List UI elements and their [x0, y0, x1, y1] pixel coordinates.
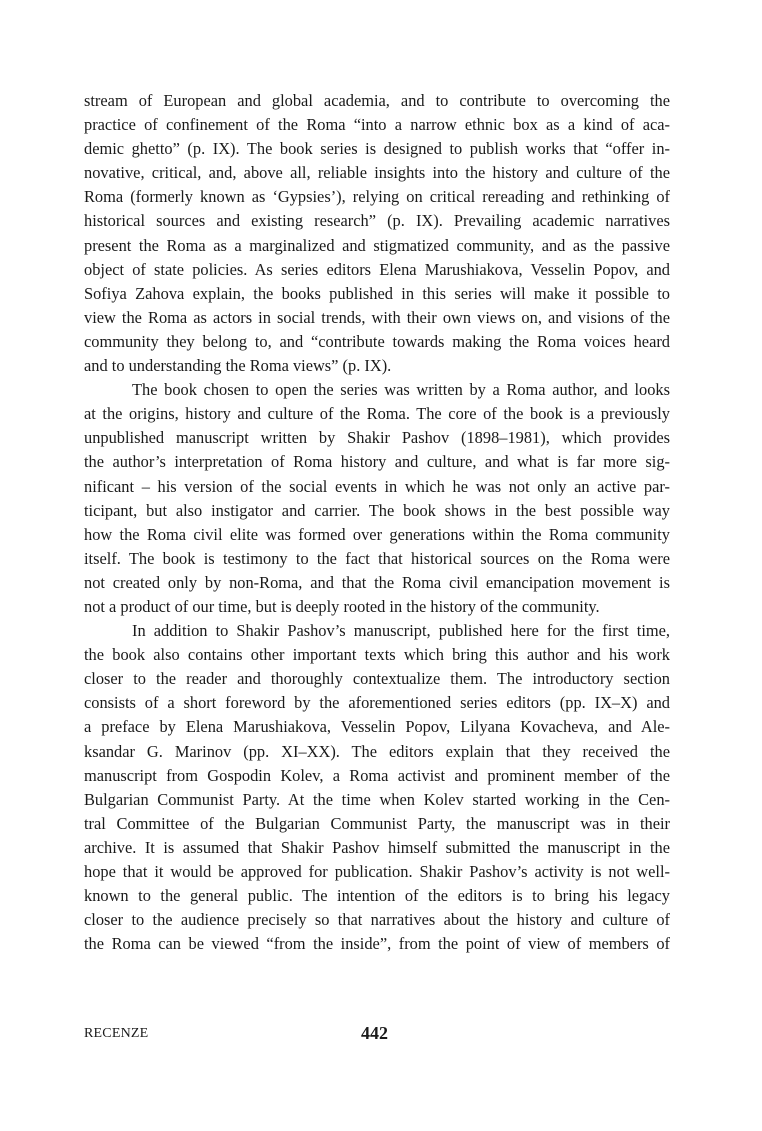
text-line: view the Roma as actors in social trends, with their own views on, and visions of the — [84, 307, 670, 327]
text-line: ksandar G. Marinov (pp. XI–XX). The editors explain that they received the — [84, 741, 670, 761]
text-line: the Roma can be viewed “from the inside”, from the point of view of members of — [84, 934, 670, 954]
running-footer-section: RECENZE — [84, 1026, 149, 1041]
text-line: known to the general public. The intention of the editors is to bring his legacy — [84, 886, 670, 906]
text-line: Bulgarian Communist Party. At the time when Kolev started working in the Cen- — [84, 789, 670, 809]
text-line: not created only by non-Roma, and that the Roma civil emancipation movement is — [84, 572, 670, 592]
paragraph-3 — [84, 619, 670, 956]
text-line: the author’s interpretation of Roma history and culture, and what is far more sig- — [84, 452, 670, 472]
text-line: manuscript from Gospodin Kolev, a Roma activist and prominent member of the — [84, 765, 670, 785]
text-line: practice of confinement of the Roma “into a narrow ethnic box as a kind of aca- — [84, 115, 670, 135]
text-line: demic ghetto” (p. IX). The book series is designed to publish works that “offer in- — [84, 139, 670, 159]
text-line: and to understanding the Roma views” (p. IX). — [84, 356, 392, 376]
text-line: The book chosen to open the series was written by a Roma author, and looks — [132, 380, 670, 400]
text-line: not a product of our time, but is deeply rooted in the history of the community. — [84, 596, 600, 616]
text-line: stream of European and global academia, and to contribute to overcoming the — [84, 91, 670, 110]
text-line: present the Roma as a marginalized and stigmatized community, and as the passive — [84, 235, 670, 255]
text-line: nificant – his version of the social events in which he was not only an active par- — [84, 476, 670, 496]
text-line: itself. The book is testimony to the fact that historical sources on the Roma were — [84, 548, 670, 568]
body-text — [84, 89, 670, 956]
text-line: consists of a short foreword by the aforementioned series editors (pp. IX–X) and — [84, 693, 670, 713]
text-line: archive. It is assumed that Shakir Pashov himself submitted the manuscript in the — [84, 837, 670, 857]
text-line: ticipant, but also instigator and carrier. The book shows in the best possible way — [84, 500, 670, 520]
page-number: 442 — [361, 1023, 388, 1043]
paragraph-1 — [84, 89, 670, 378]
paragraph-2 — [84, 378, 670, 619]
text-line: how the Roma civil elite was formed over generations within the Roma community — [84, 524, 670, 544]
text-line: closer to the reader and thoroughly contextualize them. The introductory section — [84, 669, 670, 689]
text-line: historical sources and existing research” (p. IX). Prevailing academic narratives — [84, 211, 670, 231]
text-line: hope that it would be approved for publication. Shakir Pashov’s activity is not well- — [84, 862, 670, 881]
text-line: a preface by Elena Marushiakova, Vesselin Popov, Lilyana Kovacheva, and Ale- — [84, 717, 670, 737]
text-line: Roma (formerly known as ‘Gypsies’), relying on critical rereading and rethinking of — [84, 187, 670, 207]
text-line: the book also contains other important texts which bring this author and his work — [84, 645, 670, 665]
text-line: at the origins, history and culture of the Roma. The core of the book is a previously — [84, 404, 670, 424]
text-line: object of state policies. As series editors Elena Marushiakova, Vesselin Popov, and — [84, 259, 670, 279]
text-line: tral Committee of the Bulgarian Communist Party, the manuscript was in their — [84, 813, 670, 833]
text-line: In addition to Shakir Pashov’s manuscript, published here for the first time, — [132, 621, 670, 641]
text-line: unpublished manuscript written by Shakir Pashov (1898–1981), which provides — [84, 428, 670, 448]
text-line: novative, critical, and, above all, reliable insights into the history and culture of the — [84, 163, 670, 183]
text-line: community they belong to, and “contribute towards making the Roma voices heard — [84, 331, 670, 351]
text-line: closer to the audience precisely so that narratives about the history and culture of — [84, 910, 670, 930]
text-line: Sofiya Zahova explain, the books published in this series will make it possible to — [84, 283, 670, 303]
